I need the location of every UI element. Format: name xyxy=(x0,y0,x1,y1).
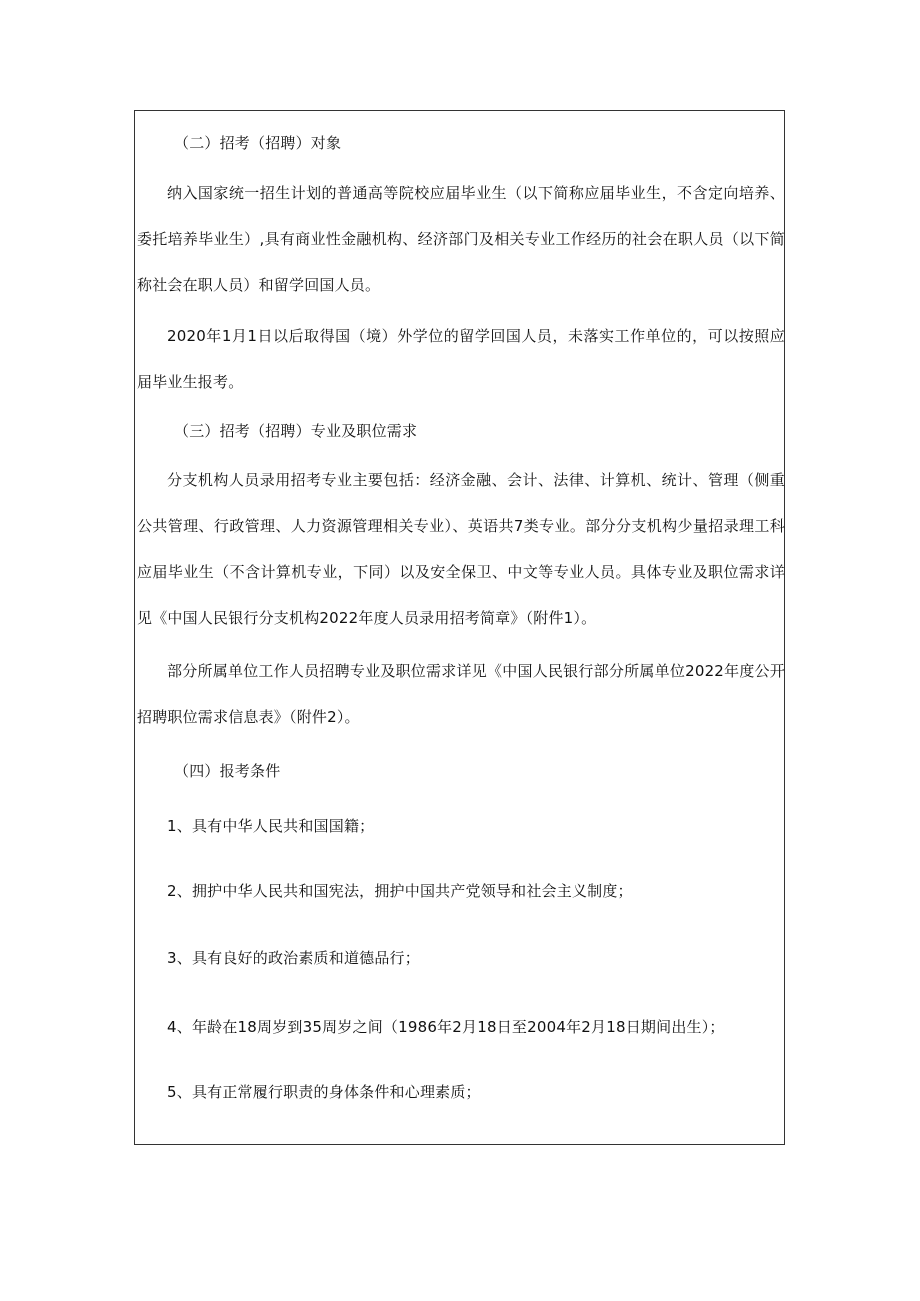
section-heading-3: （三）招考（招聘）专业及职位需求 xyxy=(174,422,418,440)
paragraph-target-2: 2020年1月1日以后取得国（境）外学位的留学回国人员，未落实工作单位的，可以按照应届毕业生报考。 xyxy=(137,327,785,391)
paragraph-major-2: 部分所属单位工作人员招聘专业及职位需求详见《中国人民银行部分所属单位2022年度公开招聘职位需求信息表》（附件2）。 xyxy=(137,662,785,726)
paragraph-major-1: 分支机构人员录用招考专业主要包括：经济金融、会计、法律、计算机、统计、管理（侧重公共管理、行政管理、人力资源管理相关专业）、英语共7类专业。部分分支机构少量招录理工科应届毕业生（不含计算机专业，下同）以及安全保卫、中文等专业人员。具体专业及职位需求详见《中国人民银行分支机构2022年度人员录用招考简章》（附件1）。 xyxy=(137,471,785,627)
condition-item-3: 3、具有良好的政治素质和道德品行； xyxy=(167,949,420,967)
condition-item-2: 2、拥护中华人民共和国宪法，拥护中国共产党领导和社会主义制度； xyxy=(167,882,633,900)
section-heading-2: （二）招考（招聘）对象 xyxy=(174,134,342,152)
paragraph-target-1: 纳入国家统一招生计划的普通高等院校应届毕业生（以下简称应届毕业生，不含定向培养、委托培养毕业生）,具有商业性金融机构、经济部门及相关专业工作经历的社会在职人员（以下简称社会在职人员）和留学回国人员。 xyxy=(137,184,785,294)
condition-item-1: 1、具有中华人民共和国国籍； xyxy=(167,817,375,835)
section-heading-4: （四）报考条件 xyxy=(174,762,281,780)
condition-item-5: 5、具有正常履行职责的身体条件和心理素质； xyxy=(167,1083,481,1101)
condition-item-4: 4、年龄在18周岁到35周岁之间（1986年2月18日至2004年2月18日期间出生）； xyxy=(167,1018,725,1036)
